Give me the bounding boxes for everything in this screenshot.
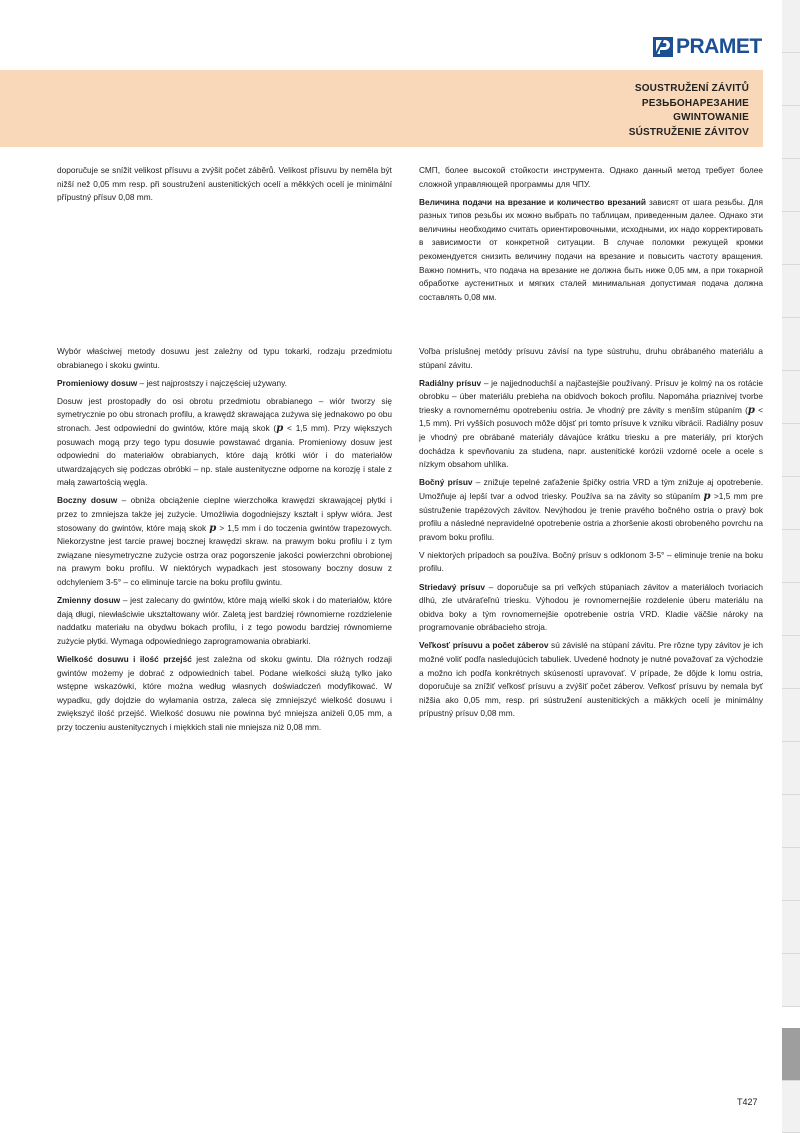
- paragraph: Dosuw jest prostopadły do osi obrotu przedmiotu obrabianego – wiór tworzy się symetrycznie po obu stronach profilu, a krawędź skrawająca zużywa się jednakowo po obu stronach. Jest odpowiedni do gwintów, które mają skok (p < 1,5 mm). Przy większych posuwach mogą przy tego typu dosuwie powstawać drgania. Promieniowy dosuw jest odpowiedni do materiałów obrabianych, które dają krótki wiór i do materiałów utwardzających się podczas obróbki – np. stale austenityczne odporne na korozję i stale z małą zawartością węgla.: [57, 395, 392, 488]
- side-tab[interactable]: [782, 424, 800, 477]
- section-title-pl: GWINTOWANIE: [673, 112, 749, 123]
- pramet-logo: [652, 36, 762, 58]
- side-tab[interactable]: [782, 901, 800, 954]
- section-titles: [629, 82, 749, 140]
- paragraph-heading: Radiálny prísuv: [419, 377, 482, 388]
- side-tab[interactable]: [782, 265, 800, 318]
- paragraph: V niektorých prípadoch sa používa. Bočný prísuv s odklonom 3-5° – eliminuje trenie na boku profilu.: [419, 549, 763, 574]
- paragraph-heading: Zmienny dosuw: [57, 595, 121, 606]
- side-tab[interactable]: [782, 1081, 800, 1133]
- paragraph-heading: Wielkość dosuwu i ilość przejść: [57, 653, 192, 664]
- side-tab-strip: [782, 0, 800, 1132]
- pitch-symbol: p: [747, 404, 755, 416]
- pramet-logo-icon: [652, 36, 674, 58]
- section-header-band: [0, 70, 763, 147]
- side-tab[interactable]: [782, 371, 800, 424]
- paragraph: Величина подачи на врезание и количество врезаний зависят от шага резьбы. Для разных типов резьбы их можно выбрать по таблицам, приведенным далее. Однако эти величины необходимо считать ориентировочными, исходными, их надо корректировать в зависимости от конкретной ситуации. В случае поломки режущей кромки рекомендуется снизить величину подачи на врезание и повысить частоту вращения. Важно помнить, что подача на врезание не должна быть ниже 0,05 мм, а при токарной обработке аустенитных и мягких сталей минимальная допустимая подача должна составлять 0,08 мм.: [419, 196, 763, 302]
- side-tab[interactable]: [782, 848, 800, 901]
- section-title-cz: SOUSTRUŽENÍ ZÁVITŮ: [634, 83, 749, 94]
- paragraph-heading: Promieniowy dosuw: [57, 377, 138, 388]
- side-tab[interactable]: [782, 212, 800, 265]
- side-tab-active[interactable]: [782, 1028, 800, 1081]
- paragraph: Zmienny dosuw – jest zalecany do gwintów, które mają wielki skok i do materiałów, które dają długi, niewłaściwie ukształtowany wiór. Zaletą jest bardziej równomierne rozdzielenie naddatku materiału na obydwu bokach profilu, i z tego powodu bardziej równomierne zużycie płytki. Wymaga odpowiedniego zaprogramowania obrabiarki.: [57, 595, 392, 646]
- paragraph: Striedavý prísuv – doporučuje sa pri veľkých stúpaniach závitov a materiáloch tvoriacich dlhú, zle utváraťeľnú triesku. Výhodou je rovnomernejšie rozdelenie úberu materiálu na obidva boky a tým rovnomernejšie opotrebenie ostria VRD. Kladie väčšie nároky na programovanie obrábacieho stroja.: [419, 581, 763, 633]
- side-tab[interactable]: [782, 477, 800, 530]
- pitch-symbol: p: [276, 422, 284, 434]
- paragraph-heading: Boczny dosuw: [57, 495, 118, 506]
- side-tab[interactable]: [782, 159, 800, 212]
- paragraph: Bočný prísuv – znižuje tepelné zaťaženie špičky ostria VRD a tým znižuje aj opotrebenie. Umožňuje aj lepší tvar a odvod triesky. Používa sa na závity so stúpaním p >1,5 mm pre sústruženie trapézových závitov. Nevýhodou je trenie pravého bočného ostria o pravý bok profilu a následné nepravidelné opotrebenie ostria a zhoršenie akosti obrobeného povrchu na pravom boku profilu.: [419, 477, 763, 542]
- russian-text-column: [419, 164, 763, 309]
- paragraph: Veľkosť prísuvu a počet záberov sú závislé na stúpaní závitu. Pre rôzne typy závitov je ich možné voliť podľa nasledujúcich tabuliek. Uvedené hodnoty je nutné považovať za východzie a možno ich podľa konkrétnych skúseností upravovať. V prípade, že dôjde k lomu ostria, doporučuje sa znížiť veľkosť prísuvu a zvýšiť počet záberov. Veľkosť prísuvu by nemala byť nižšia ako 0,05 mm, resp. pri sústružení austenitických a mäkkých ocelí je minimálny prípustný prísuv 0,08 mm.: [419, 640, 763, 719]
- slovak-text-column: [419, 345, 763, 725]
- side-tab[interactable]: [782, 954, 800, 1007]
- section-title-sk: SÚSTRUŽENIE ZÁVITOV: [628, 126, 749, 138]
- polish-text-column: [57, 345, 392, 739]
- side-tab[interactable]: [782, 530, 800, 583]
- side-tab[interactable]: [782, 106, 800, 159]
- paragraph: СМП, более высокой стойкости инструмента. Однако данный метод требует более сложной управляющей программы для ЧПУ.: [419, 165, 763, 189]
- paragraph-heading: Striedavý prísuv: [419, 581, 486, 592]
- side-tab[interactable]: [782, 742, 800, 795]
- side-tab[interactable]: [782, 795, 800, 848]
- page-number: T427: [737, 1097, 758, 1107]
- pitch-symbol: p: [703, 490, 711, 502]
- logo-text: PRAMET: [676, 35, 762, 58]
- paragraph: doporučuje se snížit velikost přísuvu a zvýšit počet záběrů. Velikost přísuvu by neměla být nižší než 0,05 mm resp. při soustružení austenitických ocelí a měkkých ocelí je minimální přípustný přísuv 0,08 mm.: [57, 165, 392, 203]
- paragraph: Wielkość dosuwu i ilość przejść jest zależna od skoku gwintu. Dla różnych rodzaji gwintów możemy je dobrać z odpowiednich tabel. Podane wielkości służą tylko jako wstępne wskazówki, które można według własnych doświadczeń modyfikować. W wypadku, gdy dojdzie do wyłamania ostrza, zaleca się zmniejszyć wielkość dosuwu i zwiększyć ilość przejść. Wielkość dosuwu nie powinna być mniejsza aniżeli 0,05 mm, a przy toczeniu austenitycznych i miękkich stali nie mniejsza niż 0,08 mm.: [57, 653, 392, 732]
- paragraph: Voľba príslušnej metódy prísuvu závisí na type sústruhu, druhu obrábaného materiálu a stúpaní závitu.: [419, 346, 763, 370]
- paragraph: Wybór właściwej metody dosuwu jest zależny od typu tokarki, rodzaju przedmiotu obrabianego i skoku gwintu.: [57, 346, 392, 370]
- side-tab[interactable]: [782, 583, 800, 636]
- side-tab[interactable]: [782, 636, 800, 689]
- side-tab[interactable]: [782, 689, 800, 742]
- pitch-symbol: p: [209, 522, 217, 534]
- czech-text-column: [57, 164, 392, 209]
- paragraph-heading: Veľkosť prísuvu a počet záberov: [419, 640, 549, 651]
- paragraph: Radiálny prísuv – je najjednoduchší a najčastejšie používaný. Prísuv je kolmý na os rotácie obrobku – úber materiálu prebieha na obidvoch bokoch profilu. Napomáha priaznivej tvorbe triesky a rovnomernému opotrebeniu ostria. Je vhodný pre závity s menším stúpaním (p < 1,5 mm). Pri vyšších posuvoch môže dôjsť pri tomto prísuve k vzniku vibrácií. Radiálny posuv je vhodný pre obrábané materiály dávajúce krátku triesku a pre materiály, pri ktorých dochádza k spevňovaniu za studena, napr. austenitické korózii vzdorné ocele a ocele s nízkym obsahom uhlíka.: [419, 377, 763, 470]
- side-tab[interactable]: [782, 0, 800, 53]
- paragraph-heading: Величина подачи на врезание и количество врезаний: [419, 196, 646, 207]
- paragraph-heading: Bočný prísuv: [419, 477, 473, 488]
- section-title-ru: РЕЗЬБОНАРЕЗАНИЕ: [641, 97, 749, 109]
- side-tab[interactable]: [782, 53, 800, 106]
- side-tab[interactable]: [782, 318, 800, 371]
- paragraph: Promieniowy dosuw – jest najprostszy i najczęściej używany.: [57, 377, 287, 388]
- paragraph: Boczny dosuw – obniża obciążenie cieplne wierzchołka krawędzi skrawającej płytki i przez to zmniejsza także jej zużycie. Umożliwia dogodniejszy kształt i spływ wióra. Jest stosowany do gwintów, które mają skok p > 1,5 mm i do toczenia gwintów trapezowych. Niekorzystne jest tarcie prawej bocznej krawędzi skraw. na prawym boku profilu i z tym związane niesymetryczne zużycie ostrza oraz pogorszenie jakości powierzchni obrobionej na prawym boku profilu. W niektórych wypadkach jest stosowany boczny dosuw z odchyleniem 3-5° – co eliminuje tarcie na boku profilu gwintu.: [57, 495, 392, 587]
